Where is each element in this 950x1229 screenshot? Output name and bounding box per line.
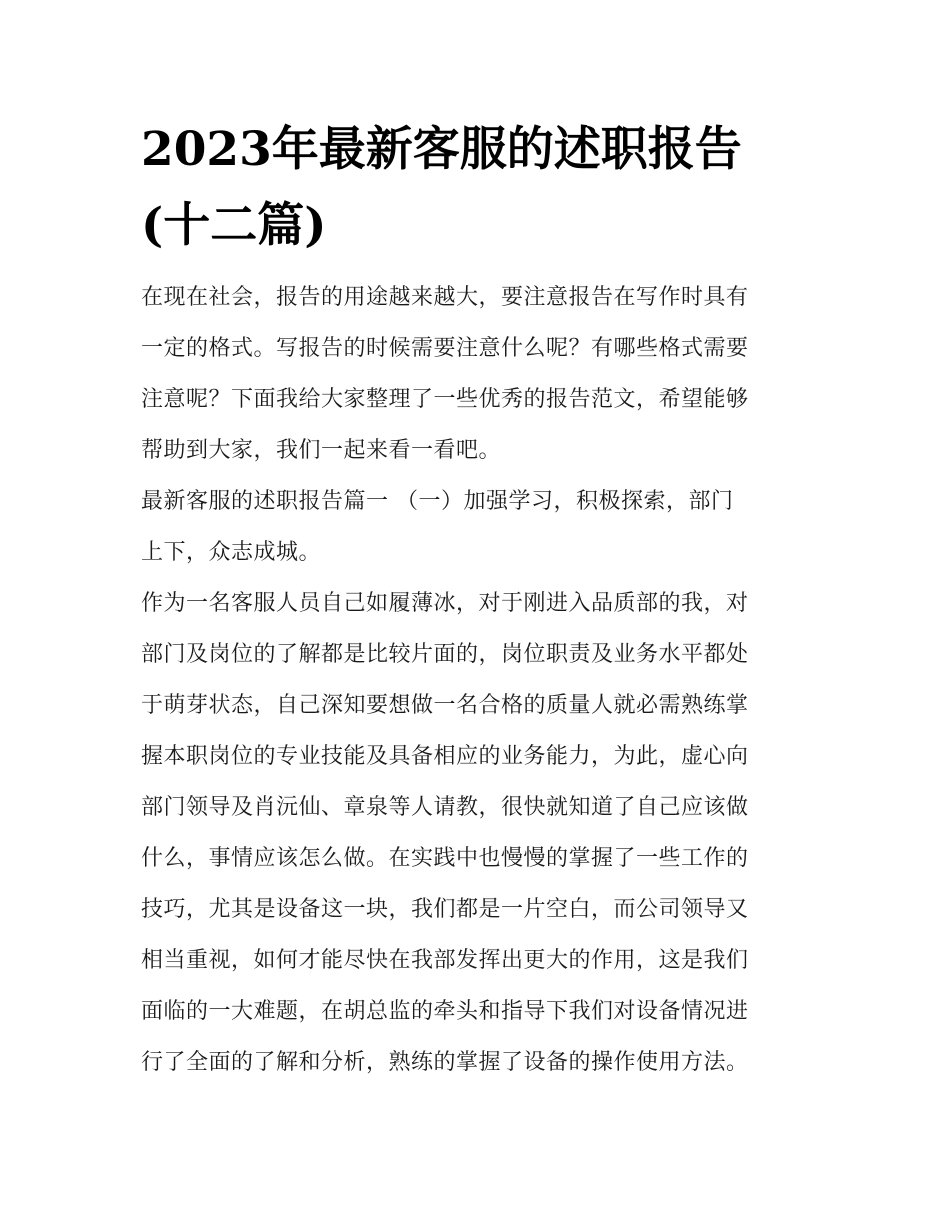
text-line: 注意呢？下面我给大家整理了一些优秀的报告范文，希望能够 — [141, 387, 749, 412]
text-line: 握本职岗位的专业技能及具备相应的业务能力，为此，虚心向 — [141, 744, 749, 769]
text-line: 部门领导及肖沅仙、章泉等人请教，很快就知道了自己应该做 — [141, 795, 749, 820]
document-title — [141, 112, 816, 264]
body-paragraph — [141, 578, 816, 1088]
text-line: 最新客服的述职报告篇一 （一）加强学习，积极探索，部门 — [141, 489, 734, 514]
text-line: 帮助到大家，我们一起来看一看吧。 — [141, 438, 502, 463]
title-line: 2023年最新客服的述职报告 — [141, 122, 742, 177]
text-line: 作为一名客服人员自己如履薄冰，对于刚进入品质部的我，对 — [141, 591, 749, 616]
text-line: 上下，众志成城。 — [141, 540, 322, 565]
text-line: 在现在社会，报告的用途越来越大，要注意报告在写作时具有 — [141, 285, 749, 310]
text-line: 一定的格式。写报告的时候需要注意什么呢？有哪些格式需要 — [141, 336, 749, 361]
document-body — [141, 272, 816, 1088]
intro-paragraph — [141, 272, 816, 476]
title-line: (十二篇) — [141, 198, 327, 253]
document-page — [141, 112, 816, 1088]
section-heading-paragraph — [141, 476, 816, 578]
text-line: 什么，事情应该怎么做。在实践中也慢慢的掌握了一些工作的 — [141, 846, 749, 871]
text-line: 技巧，尤其是设备这一块，我们都是一片空白，而公司领导又 — [141, 897, 749, 922]
text-line: 于萌芽状态，自己深知要想做一名合格的质量人就必需熟练掌 — [141, 693, 749, 718]
text-line: 面临的一大难题，在胡总监的牵头和指导下我们对设备情况进 — [141, 999, 749, 1024]
text-line: 行了全面的了解和分析，熟练的掌握了设备的操作使用方法。 — [141, 1050, 749, 1075]
text-line: 部门及岗位的了解都是比较片面的，岗位职责及业务水平都处 — [141, 642, 749, 667]
text-line: 相当重视，如何才能尽快在我部发挥出更大的作用，这是我们 — [141, 948, 749, 973]
